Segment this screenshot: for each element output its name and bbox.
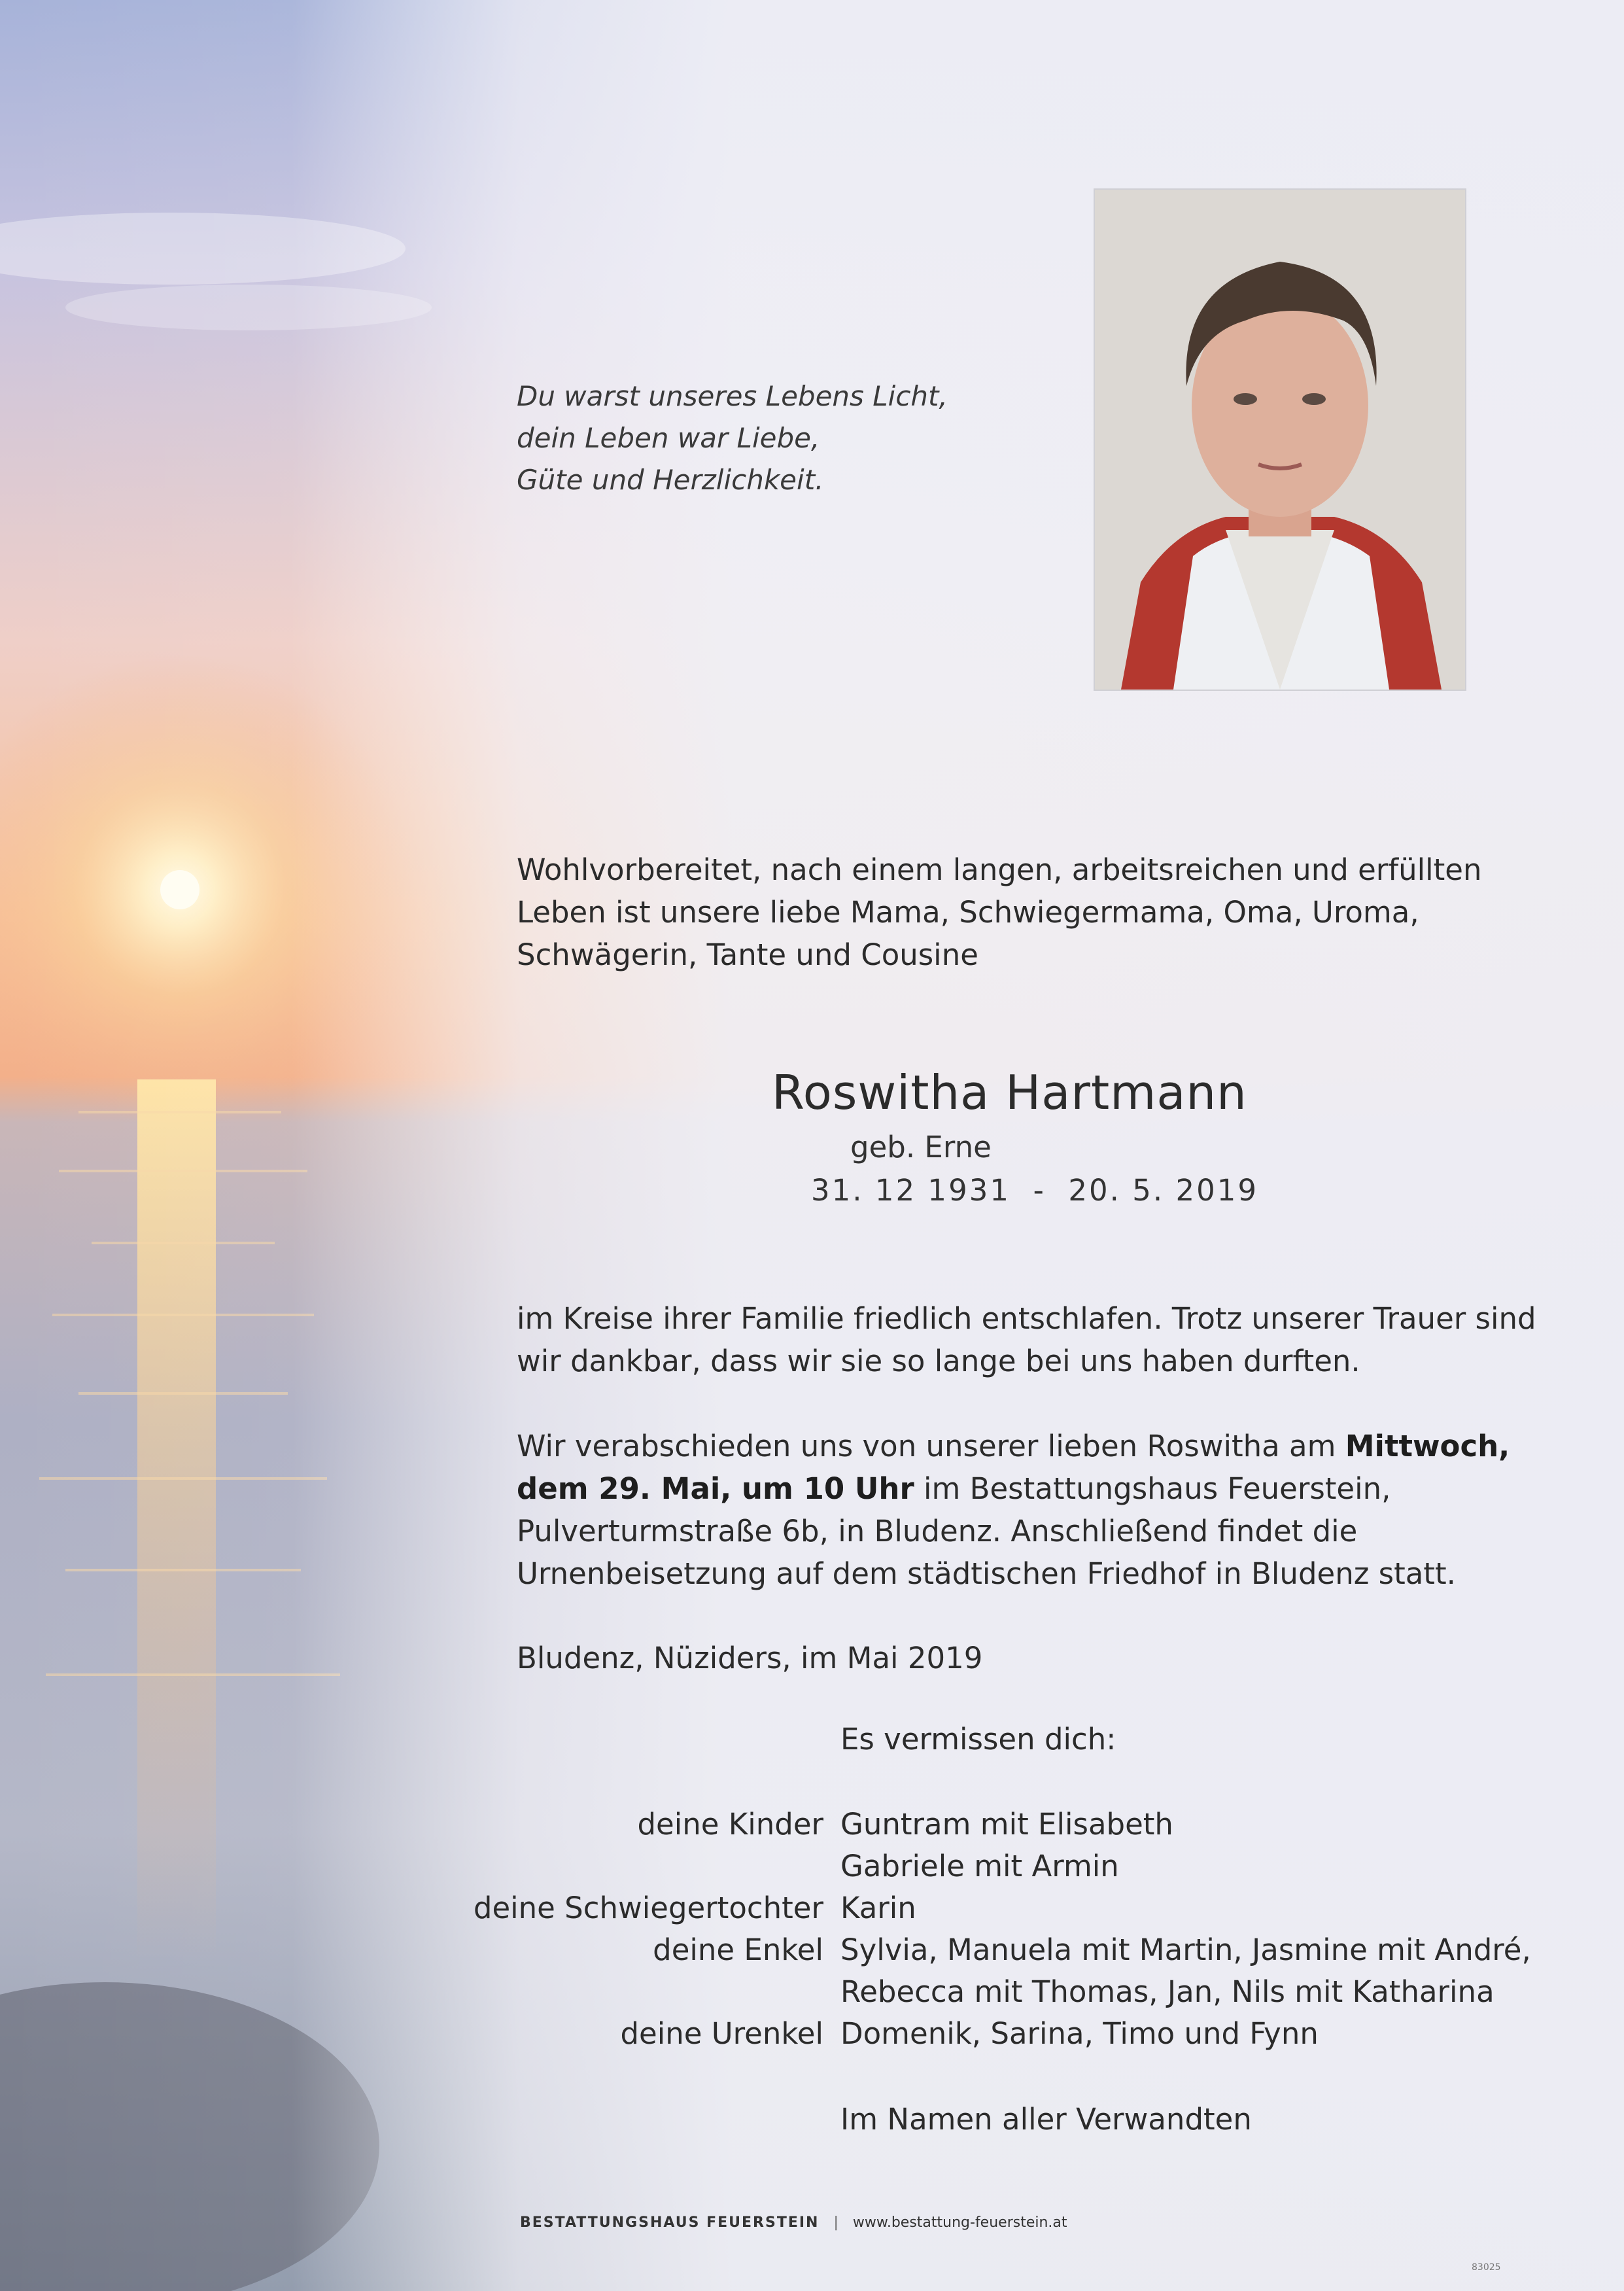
paragraph-line bbox=[517, 1425, 1510, 1467]
print-mark: 83025 bbox=[1472, 2262, 1501, 2273]
paragraph-line bbox=[517, 1467, 1498, 1510]
intro-paragraph bbox=[517, 848, 1498, 976]
portrait-photo bbox=[1094, 188, 1466, 691]
relation-names: Rebecca mit Thomas, Jan, Nils mit Katharina bbox=[840, 1974, 1494, 2009]
mourner-row bbox=[0, 1807, 1624, 1849]
memorial-quote bbox=[517, 376, 975, 501]
relation-names: Guntram mit Elisabeth bbox=[840, 1807, 1173, 1842]
birth-name: geb. Erne bbox=[850, 1130, 992, 1164]
relation-names: Domenik, Sarina, Timo und Fynn bbox=[840, 2016, 1319, 2051]
quote-line: dein Leben war Liebe, bbox=[517, 422, 820, 454]
paragraph-line: Urnenbeisetzung auf dem städtischen Friedhof in Bludenz statt. bbox=[517, 1556, 1456, 1591]
relation-names: Gabriele mit Armin bbox=[840, 1849, 1119, 1883]
mourner-row bbox=[0, 1891, 1624, 1932]
mourner-row bbox=[0, 2016, 1624, 2058]
text-span: im Bestattungshaus Feuerstein, bbox=[914, 1471, 1391, 1506]
relation-label: deine Urenkel bbox=[620, 2016, 823, 2051]
quote-line: Güte und Herzlichkeit. bbox=[517, 464, 824, 496]
mourner-row bbox=[0, 1974, 1624, 2016]
ceremony-paragraph bbox=[517, 1425, 1510, 1595]
place-date: Bludenz, Nüziders, im Mai 2019 bbox=[517, 1641, 983, 1675]
footer-separator: | bbox=[833, 2214, 838, 2231]
mourner-row bbox=[0, 1849, 1624, 1891]
paragraph-line: wir dankbar, dass wir sie so lange bei uns haben durften. bbox=[517, 1344, 1360, 1378]
mourner-row bbox=[0, 1932, 1624, 1974]
ceremony-day: Mittwoch, bbox=[1345, 1429, 1510, 1463]
deceased-name: Roswitha Hartmann bbox=[772, 1065, 1247, 1120]
quote-line: Du warst unseres Lebens Licht, bbox=[517, 380, 948, 412]
relation-names: Sylvia, Manuela mit Martin, Jasmine mit André, bbox=[840, 1932, 1531, 1967]
footer-brand: BESTATTUNGSHAUS FEUERSTEIN bbox=[520, 2214, 820, 2231]
relation-label: deine Enkel bbox=[653, 1932, 823, 1967]
passing-paragraph bbox=[517, 1297, 1536, 1382]
intro-line: Wohlvorbereitet, nach einem langen, arbeitsreichen und erfüllten bbox=[517, 852, 1482, 887]
text-span: Wir verabschieden uns von unserer lieben Roswitha am bbox=[517, 1429, 1345, 1463]
paragraph-line: im Kreise ihrer Familie friedlich entschlafen. Trotz unserer Trauer sind bbox=[517, 1301, 1536, 1336]
relation-label: deine Schwiegertochter bbox=[473, 1891, 823, 1925]
paragraph-line: Pulverturmstraße 6b, in Bludenz. Anschließend findet die bbox=[517, 1514, 1358, 1548]
life-dates: 31. 12 1931 - 20. 5. 2019 bbox=[811, 1173, 1259, 1208]
portrait-image bbox=[1095, 190, 1465, 690]
intro-line: Leben ist unsere liebe Mama, Schwiegermama, Oma, Uroma, bbox=[517, 895, 1419, 930]
footer bbox=[520, 2214, 1067, 2231]
relation-names: Karin bbox=[840, 1891, 916, 1925]
mourners-heading: Es vermissen dich: bbox=[840, 1722, 1116, 1757]
signoff: Im Namen aller Verwandten bbox=[840, 2102, 1252, 2137]
footer-url[interactable]: www.bestattung-feuerstein.at bbox=[852, 2214, 1067, 2231]
relation-label: deine Kinder bbox=[637, 1807, 823, 1842]
ceremony-time: dem 29. Mai, um 10 Uhr bbox=[517, 1471, 914, 1506]
intro-line: Schwägerin, Tante und Cousine bbox=[517, 937, 978, 972]
